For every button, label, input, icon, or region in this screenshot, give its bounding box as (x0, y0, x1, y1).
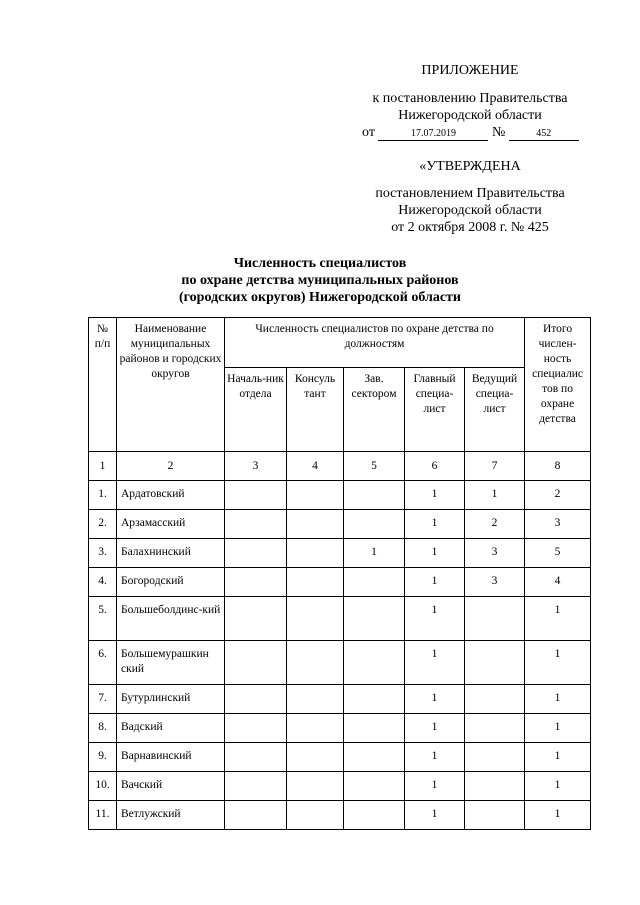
row-value (287, 539, 344, 568)
row-value (465, 685, 525, 714)
row-value: 1 (405, 597, 465, 641)
date-value: 17.07.2019 (378, 127, 488, 141)
specialists-table (88, 317, 591, 830)
row-value: 2 (525, 481, 591, 510)
row-value: 3 (465, 568, 525, 597)
column-number: 6 (405, 452, 465, 481)
row-number: 3. (89, 539, 117, 568)
row-value: 1 (405, 510, 465, 539)
table-row (89, 510, 591, 539)
row-value (344, 510, 405, 539)
district-name: Большеболдинс-кий (117, 597, 225, 641)
row-value (287, 801, 344, 830)
column-number: 8 (525, 452, 591, 481)
row-value (287, 510, 344, 539)
row-value (225, 481, 287, 510)
row-value: 1 (405, 539, 465, 568)
district-name: Большемурашкин ский (117, 641, 225, 685)
row-value (344, 597, 405, 641)
row-value (287, 685, 344, 714)
row-value: 1 (405, 743, 465, 772)
column-number: 4 (287, 452, 344, 481)
row-value (344, 714, 405, 743)
row-value (465, 743, 525, 772)
title-line: (городских округов) Нижегородской области (179, 290, 461, 305)
row-value (465, 772, 525, 801)
row-value (344, 641, 405, 685)
row-value (225, 641, 287, 685)
table-row (89, 481, 591, 510)
row-value: 3 (525, 510, 591, 539)
approved-label: «УТВЕРЖДЕНА (419, 159, 521, 174)
row-value (225, 510, 287, 539)
row-value: 1 (525, 714, 591, 743)
title-line: Численность специалистов (233, 256, 407, 271)
row-value: 1 (405, 568, 465, 597)
document-title (0, 255, 640, 306)
column-number: 5 (344, 452, 405, 481)
header-positions: Численность специалистов по охране детства по должностям (225, 318, 525, 368)
row-number: 7. (89, 685, 117, 714)
decree-date-line (362, 124, 579, 141)
row-value (225, 568, 287, 597)
row-value (465, 801, 525, 830)
appendix-line: к постановлению Правительства (372, 91, 568, 106)
row-value: 4 (525, 568, 591, 597)
district-name: Вадский (117, 714, 225, 743)
approved-line: постановлением Правительства (375, 186, 565, 201)
row-value: 1 (525, 743, 591, 772)
district-name: Ветлужский (117, 801, 225, 830)
district-name: Богородский (117, 568, 225, 597)
row-value (287, 597, 344, 641)
row-value: 2 (465, 510, 525, 539)
row-number: 6. (89, 641, 117, 685)
table-row (89, 743, 591, 772)
row-value: 1 (525, 685, 591, 714)
row-number: 1. (89, 481, 117, 510)
row-value (344, 685, 405, 714)
row-value: 1 (405, 772, 465, 801)
row-number: 8. (89, 714, 117, 743)
row-value: 1 (405, 641, 465, 685)
header-consultant: Консуль тант (287, 368, 344, 452)
row-number: 4. (89, 568, 117, 597)
column-number: 2 (117, 452, 225, 481)
row-value: 1 (525, 641, 591, 685)
row-number: 5. (89, 597, 117, 641)
row-value (344, 772, 405, 801)
row-value: 1 (465, 481, 525, 510)
row-value (465, 641, 525, 685)
table-row (89, 772, 591, 801)
appendix-line: Нижегородской области (398, 108, 542, 123)
district-name: Балахнинский (117, 539, 225, 568)
table-row (89, 641, 591, 685)
row-value (344, 801, 405, 830)
approved-line: Нижегородской области (398, 203, 542, 218)
row-value (225, 801, 287, 830)
district-name: Бутурлинский (117, 685, 225, 714)
table-row (89, 597, 591, 641)
row-value (344, 743, 405, 772)
row-value: 1 (525, 801, 591, 830)
date-prefix: от (362, 125, 375, 140)
table-row (89, 685, 591, 714)
header-sector-head: Зав. сектором (344, 368, 405, 452)
title-line: по охране детства муниципальных районов (181, 273, 459, 288)
header-department-head: Началь-ник отдела (225, 368, 287, 452)
row-value: 1 (525, 597, 591, 641)
table-row (89, 568, 591, 597)
row-value (225, 685, 287, 714)
column-number: 7 (465, 452, 525, 481)
row-value: 1 (405, 685, 465, 714)
row-number: 2. (89, 510, 117, 539)
row-value (465, 597, 525, 641)
column-number: 3 (225, 452, 287, 481)
district-name: Ардатовский (117, 481, 225, 510)
row-value (287, 641, 344, 685)
row-value: 3 (465, 539, 525, 568)
column-number: 1 (89, 452, 117, 481)
header-number: № п/п (89, 318, 117, 452)
approved-line: от 2 октября 2008 г. № 425 (391, 220, 549, 235)
approved-reference (330, 185, 610, 236)
row-value (344, 568, 405, 597)
number-prefix: № (491, 125, 506, 140)
appendix-reference (330, 90, 610, 124)
row-value (225, 597, 287, 641)
row-value (225, 772, 287, 801)
row-value (344, 481, 405, 510)
row-value: 5 (525, 539, 591, 568)
row-value (287, 714, 344, 743)
header-total: Итого числен-ность специалис тов по охране детства (525, 318, 591, 452)
row-value: 1 (525, 772, 591, 801)
row-value: 1 (405, 801, 465, 830)
header-leading-specialist: Ведущий специа-лист (465, 368, 525, 452)
appendix-title: ПРИЛОЖЕНИЕ (421, 63, 519, 78)
table-row (89, 801, 591, 830)
district-name: Вачский (117, 772, 225, 801)
table-row (89, 714, 591, 743)
row-value (465, 714, 525, 743)
row-value (225, 714, 287, 743)
row-value (287, 568, 344, 597)
district-name: Арзамасский (117, 510, 225, 539)
row-value (287, 743, 344, 772)
header-name: Наименование муниципальных районов и городских округов (117, 318, 225, 452)
row-number: 11. (89, 801, 117, 830)
row-value: 1 (405, 714, 465, 743)
row-value (287, 481, 344, 510)
row-number: 9. (89, 743, 117, 772)
table-row (89, 539, 591, 568)
row-value: 1 (405, 481, 465, 510)
header-chief-specialist: Главный специа-лист (405, 368, 465, 452)
row-number: 10. (89, 772, 117, 801)
row-value (225, 539, 287, 568)
row-value: 1 (344, 539, 405, 568)
district-name: Варнавинский (117, 743, 225, 772)
row-value (225, 743, 287, 772)
row-value (287, 772, 344, 801)
number-value: 452 (509, 127, 579, 141)
